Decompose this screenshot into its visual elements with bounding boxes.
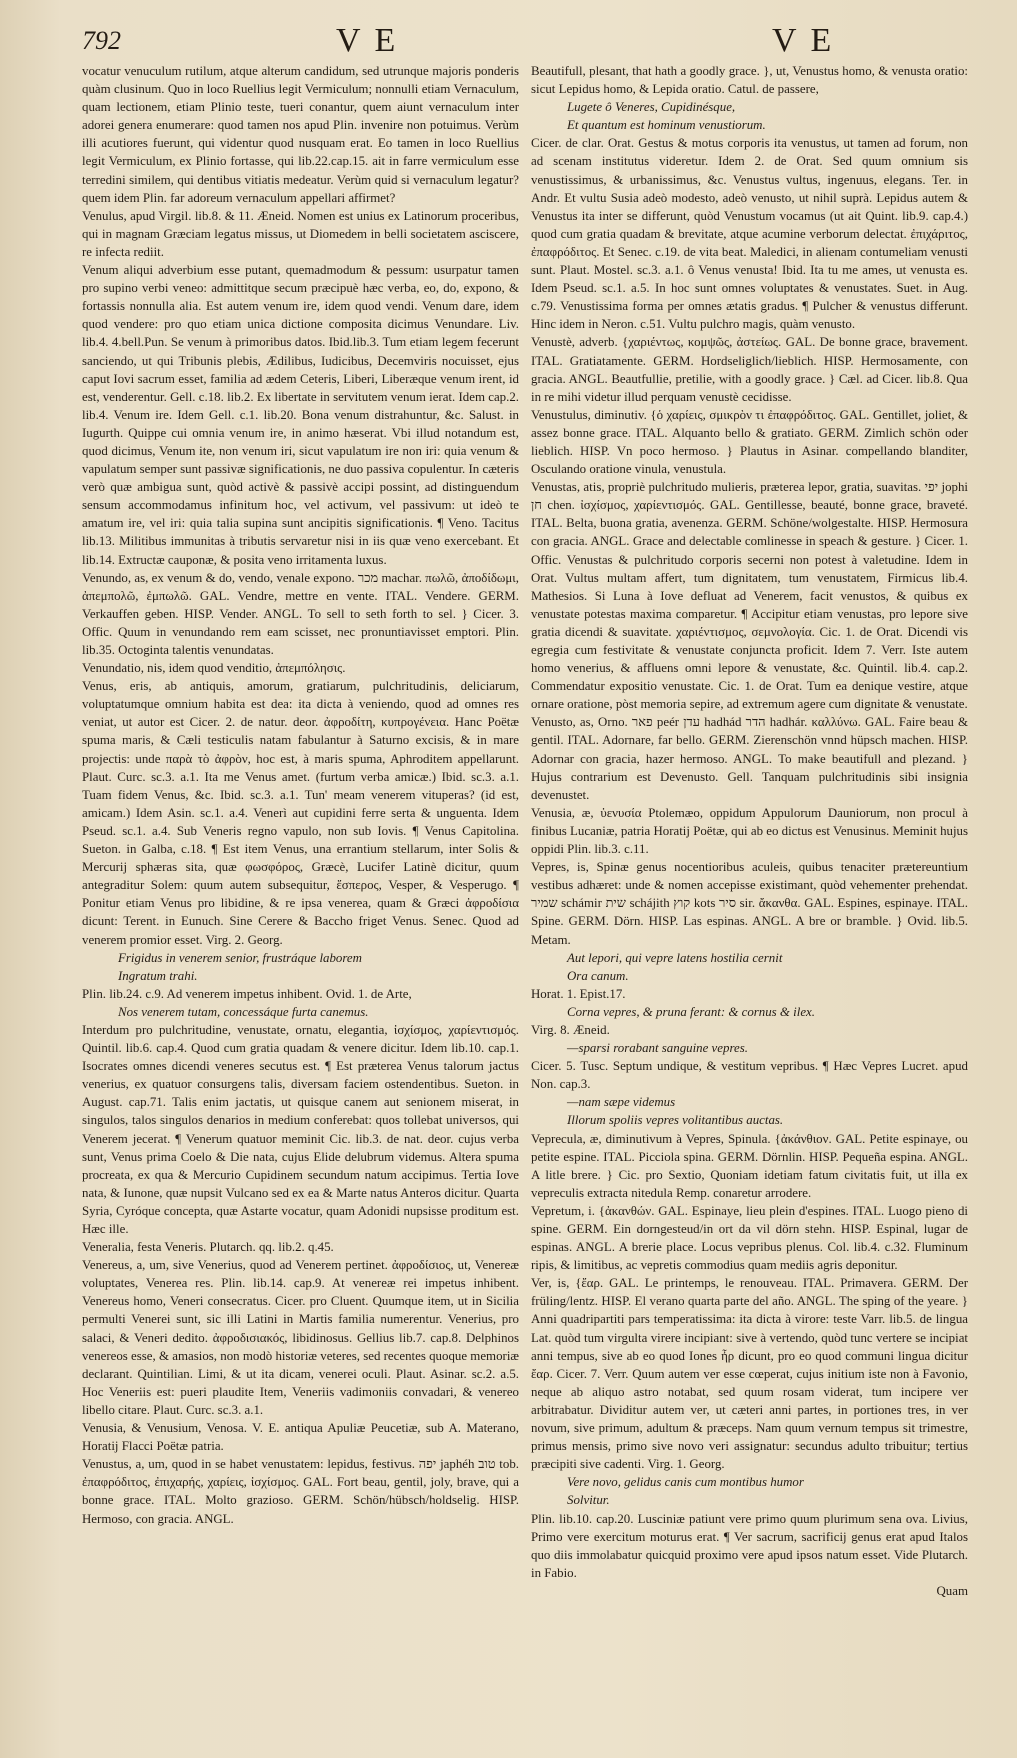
verse-quote-line: Frigidus in venerem senior, frustráque laborem bbox=[118, 950, 362, 965]
verse-quote-line: Lugete ô Veneres, Cupidinésque, bbox=[567, 100, 736, 115]
dictionary-entry: Venundo, as, ex venum & do, vendo, venale expono. מכר machar. πωλῶ, ἀποδίδωμι, ἀπεμπολῶ, ἐμπωλῶ. GAL. Vendre, mettre en vente. ITAL. Vendere. GERM. Verkauffen geben. HISP. Vender. ANGL. To sell to seth forth to sel. } Cicer. 3. Offic. Quum in venundando rem eam scisset, nec pronuntiavisset emptori. Plin. lib.35. Octoginta talentis venundatas. bbox=[82, 570, 519, 657]
dictionary-entry: Cicer. 5. Tusc. Septum undique, & vestitum vepribus. ¶ Hæc Vepres Lucret. apud Non. cap.3. bbox=[531, 1059, 968, 1092]
page-number: 792 bbox=[82, 26, 121, 55]
dictionary-entry: Interdum pro pulchritudine, venustate, ornatu, elegantia, ἰσχίσμος, χαρίεντισμός. Quintil. lib.6. cap.4. Quod cum gratia quadam & venere dicitur. Idem lib.10. cap.1. Isocrates omnes dicendi veneres secutus est. ¶ Est præterea Venus talorum jactus venerius, ex quatuor consurgens talis, diversam faciem ostendentibus. Sueton. in August. cap.71. Talis enim jactatis, ut quisque canem aut senionem miserat, in singulos, talos singulos denarios in medium conferebat: quos tollebat universos, qui Venerem jecerat. ¶ Venerum quatuor meminit Cic. lib.3. de nat. deor. cujus verba sunt, Venus prima Coelo & Die nata, cujus Elide delubrum videmus. Altera spuma procreata, ex qua & Mercurio Cupidinem secundum natum accipimus. Tertia Iove nata, & Iunone, quæ nupsit Vulcano sed ex ea & Marte natus Anteros dicitur. Quarta Syria, Cyróque concepta, quæ Astarte vocatur, quam Adonidi nupsisse proditum est. Hæc ille. bbox=[82, 1022, 519, 1236]
verse-quote-line: —nam sæpe videmus bbox=[567, 1095, 676, 1110]
verse-quote-line: Ora canum. bbox=[567, 968, 629, 983]
dictionary-entry: Venusto, as, Orno. פאר peér עדן hadhád הדר hadhár. καλλύνω. GAL. Faire beau & gentil. ITAL. Adornare, far bello. GERM. Zierenschön vnnd hüpsch machen. HISP. Adornar con gracia, hazer hermoso. ANGL. To make beautifull and plezand. } Hujus contrarium est Devenusto. Gell. Tanquam pulchritudinis sibi insignia devenustet. bbox=[531, 715, 968, 802]
dictionary-entry: Vepres, is, Spinæ genus nocentioribus aculeis, quibus tenaciter prætereuntium vestibus adhæret: unde & nomen accepisse existimant, quòd vehementer prehendat. שמיר schámir שית schájith קוץ kots סיר sir. ἄκανθα. GAL. Espines, espinaye. ITAL. Spine. GERM. Dörn. HISP. Las espinas. ANGL. A bre or bramble. } Ovid. lib.5. Metam. bbox=[531, 860, 968, 947]
dictionary-entry: Plin. lib.10. cap.20. Lusciniæ patiunt vere primo quum plurimum sena ova. Livius, Primo vere exercitum moturus erat. ¶ Ver sacrum, sacrificij genus erat apud Italos quo diis immolabatur quicquid proximo vere apud ipsos natum esset. Vide Plutarch. in Fabio. bbox=[531, 1511, 968, 1580]
verse-quote-line: Aut lepori, qui vepre latens hostilia cernit bbox=[567, 950, 783, 965]
verse-quote-line: Corna vepres, & pruna ferant: & cornus & ilex. bbox=[567, 1004, 815, 1019]
dictionary-entry: Venum aliqui adverbium esse putant, quemadmodum & pessum: usurpatur tamen pro supino verbi veneo: admittitque secum præcipuè hæc verba, eo, do, expono, & fortassis nonnulla alia. Est autem venum ire, idem quod vendi. Venum dare, idem quod vendere: pro quo etiam unica dictione composita dicimus Venundare. Liv. lib.4. 4.bell.Pun. Se venum à primoribus datos. Ibid.lib.3. Tum etiam legem fecerunt sanciendo, ut qui Tribunis plebis, Ædilibus, Iudicibus, Decemviris nocuisset, ejus caput Iovi sacrum esset, familia ad ædem Ceteris, Liberi, Liberæque venum irent, id est, venderentur. Gell. c.18. lib.2. Ex libertate in servitutem venum ierat. Idem cap.2. lib.4. Venum ire. Idem Gell. c.1. lib.20. Bona venum distrahuntur, &c. Salust. in Iugurth. Quippe cui omnia venum ire, in animo hæserat. Vbi illud notandum est, quod dicimus, Venum ite, non venum iri, sicut vapulatum ire non iri: quia venum & vapulatum semper sunt passivæ significationis, ne duo passiva copulentur. In cæteris verò quæ ambigua sunt, quòd activè & passivè accipi possint, ad distinguendum sensum accommodamus infinitum hoc, vel activum, vel passivum: ut ideò te amatum ire, vel iri: quia talia supina sunt ancipitis significationis. ¶ Veno. Tacitus lib.13. Militibus immunitas à tributis servaretur nisi in iis quæ veno exercebant. Et lib.14. Extructæ cauponæ, & posita veno irritamenta luxus. bbox=[82, 263, 519, 567]
right-column bbox=[531, 62, 968, 1742]
right-running-head: VE bbox=[772, 22, 846, 59]
dictionary-entry: Venereus, a, um, sive Venerius, quod ad Venerem pertinet. ἀφροδίσιος, ut, Venereæ voluptates, Venerea res. Plin. lib.14. cap.9. At venereæ rei impetus inhibent. Venereus homo, Veneri consecratus. Cicer. pro Cluent. Quumque item, ut in Sicilia permulti Venerei sunt, sic illi Latini in Martis familia numerentur. Venerius, pro salaci, & Veneri dedito. ἀφροδισιακός, libidinosus. Gellius lib.7. cap.8. Delphinos venereos esse, & amasios, non modò historiæ veteres, sed recentes quoque memoriæ declarant. Quintilian. Limi, & ut ita dicam, venerei oculi. Plaut. Asinar. sc.2. a.5. Hoc Veneriis est: pueri plaudite Item, Veneriis vadimoniis convadari, & venereo libello citare. Plaut. Curc. sc.3. a.1. bbox=[82, 1258, 519, 1417]
dictionary-entry: Plin. lib.24. c.9. Ad venerem impetus inhibent. Ovid. 1. de Arte, bbox=[82, 986, 412, 1001]
verse-quote-line: Ingratum trahi. bbox=[118, 968, 198, 983]
verse-quote-line: Illorum spoliis vepres volitantibus auctas. bbox=[567, 1113, 784, 1128]
catchword: Quam bbox=[936, 1583, 968, 1598]
verse-quote-line: Vere novo, gelidus canis cum montibus humor bbox=[567, 1475, 804, 1490]
verse-quote-line: Et quantum est hominum venustiorum. bbox=[567, 118, 766, 133]
dictionary-entry: Veneralia, festa Veneris. Plutarch. qq. lib.2. q.45. bbox=[82, 1240, 334, 1255]
dictionary-entry: Venustas, atis, propriè pulchritudo mulieris, præterea lepor, gratia, suavitas. יפי jophi חן chen. ἰσχίσμος, χαρίεντισμός. GAL. Gentillesse, beauté, bonne grace, braveté. ITAL. Belta, buona gratia, avenenza. GERM. Schöne/wolgestalte. HISP. Hermosura con gracia. ANGL. Grace and delectable comlinesse in speach & gesture. } Cicer. 1. Offic. Venustas & pulchritudo corporis secerni non potest à valetudine. Idem in Orat. Vultus multam affert, tum dignitatem, tum venustatem, Firmicus lib.4. Mathesios. Si Luna à Iove defluat ad Venerem, facit venustos, & quibus ex venustate potestas maxima comparetur. ¶ Accipitur etiam venustas, pro lepore sive gratia dicendi & suavitate. χαριέντισμος, σεμνολογία. Cic. 1. de Orat. Dicendi vis egregia cum festivitate & venustate conjuncta proficit. Idem 7. Verr. Iste autem homo venerius, & affluens omni lepore & venustate, &c. Quintil. lib.4. cap.2. Commendatur expositio venustate. Cic. 1. de Orat. Tum ea denique vestire, atque ornare oratione, pòst memoria sepire, ad extremum agere cum dignitate & venustate. bbox=[531, 480, 968, 712]
dictionary-entry: vocatur venuculum rutilum, atque alterum candidum, sed utrunque majoris ponderis quàm clusinum. Quo in loco Ruellius legit Vermiculum; nonnulli etiam Vernaculum, quam lectionem, etiam Plinio teste, tueri conantur, quem aiunt vernaculum inter adorei genera enumerare: quod tamen nos apud Plin. invenire non potuimus. Verùm illi acutiores fuerunt, qui videntur quod nusquam erat. Eo tamen in loco Ruellius legit Vermiculum, ex Plinio fortasse, qui lib.22.cap.15. ait in farre vermiculum esse terredini similem, qui dentibus vitiatis medeatur. Verùm quid si vernaculum legatur? quem idem Plin. far adoreum vernaculum appellari affirmet? bbox=[82, 64, 519, 205]
dictionary-entry: Beautifull, plesant, that hath a goodly grace. }, ut, Venustus homo, & venusta oratio: sicut Lepidus homo, & Lepida oratio. Catul. de passere, bbox=[531, 64, 968, 97]
dictionary-entry: Venundatio, nis, idem quod venditio, ἀπεμπόλησις. bbox=[82, 661, 346, 676]
dictionary-entry: Virg. 8. Æneid. bbox=[531, 1022, 610, 1037]
dictionary-entry: Cicer. de clar. Orat. Gestus & motus corporis ita venustus, ut tamen ad forum, non ad scenam institutus videretur. Idem 2. de Orat. Sed quum omnium sis venustissimus, & urbanissimus, &c. Venustus vultus, ingenuus, elegans. Ter. in Andr. Et vultu Susia adeò modesto, adeò venusto, ut nihil suprà. Lepidus autem & Venustus ita inter se differunt, quòd Venustum vocamus (ut ait Quint. lib.9. cap.4.) quod cum gratia quadam & brevitate, atque acumine verborum delectat. ἐπιχάριτος, ἐπαφρόδιτος. Et Senec. c.19. de vita beat. Maledici, in alienam contumeliam venusti sunt. Plaut. Mostel. sc.3. a.1. ô Venus venusta! Ibid. Ita tu me ames, ut venusta es. Idem Pseud. sc.1. a.5. In hoc sunt omnes voluptates & venustates. Suet. in Aug. c.79. Venustissima forma per omnes ætatis gradus. ¶ Pulcher & venustus differunt. Hinc idem in Neron. c.51. Vultu pulchro magis, quàm venusto. bbox=[531, 136, 968, 332]
verse-quote-line: Nos venerem tutam, concessáque furta canemus. bbox=[118, 1004, 369, 1019]
dictionary-entry: Vepretum, i. {ἀκανθών. GAL. Espinaye, lieu plein d'espines. ITAL. Luogo pieno di spine. GERM. Ein dorngesteud/in ort da vil dörn stehn. HISP. Espinal, lugar de espinas. ANGL. A brerie place. Locus vepribus plenus. Col. lib.4. c.32. Fluminum ripis, & limitibus, ac vepretis commodius quam mediis agris deponitur. bbox=[531, 1203, 968, 1273]
dictionary-entry: Venustulus, diminutiv. {ὁ χαρίεις, σμικρὸν τι ἐπαφρόδιτος. GAL. Gentillet, joliet, & assez bonne grace. ITAL. Alquanto bello & gratiato. GERM. Zimlich schön oder lieblich. HISP. Vn poco hermoso. } Plautus in Asinar. compellando blanditer, Osculando oratione vinula, venustula. bbox=[531, 407, 968, 477]
dictionary-entry: Ver, is, {ἔαρ. GAL. Le printemps, le renouveau. ITAL. Primavera. GERM. Der früling/lentz. HISP. El verano quarta parte del año. ANGL. The sping of the yeare. } Anni quadripartiti pars temperatissima: ita dicta à virore: teste Varr. lib.5. de lingua Lat. quòd tum virgulta virere incipiant: sive à vertendo, quòd tunc vertere se incipiat anni tempus, sive ab eo quod Iones ἦρ dicunt, pro eo quod communi lingua dicitur ἔαρ. Cicer. 7. Verr. Quum autem ver esse cœperat, cujus initium iste non à Favonio, neque ab aliquo astro notabat, sed quum rosam viderat, tum incipere ver arbitrabatur. Dividitur autem ver, ut cæteri anni partes, in portiones tres, in ver novum, sive primum, adultum & præceps. Nam quum vernum tempus sit trimestre, primus mensis, primo sive novo veri assignatur: secundus adulto tribuitur; tertius præcipiti sive cadenti. Virg. 1. Georg. bbox=[531, 1276, 968, 1472]
verse-quote-line: Solvitur. bbox=[567, 1493, 610, 1508]
left-running-head: VE bbox=[336, 22, 410, 59]
dictionary-entry: Horat. 1. Epist.17. bbox=[531, 986, 626, 1001]
page-header bbox=[82, 22, 977, 62]
dictionary-entry: Venusia, & Venusium, Venosa. V. E. antiqua Apuliæ Peucetiæ, sub A. Materano, Horatij Flacci Poëtæ patria. bbox=[82, 1421, 519, 1454]
left-column bbox=[82, 62, 519, 1742]
dictionary-entry: Venus, eris, ab antiquis, amorum, gratiarum, pulchritudinis, deliciarum, voluptatumque omnium habita est dea: ita dicta à veniendo, quod ad omnes res veniat, ut autor est Cicer. 2. de natur. deor. ἀφροδίτη, κυπρογένεια. Hanc Poëtæ spuma maris, & Cæli testiculis natam fabulantur à Saturno excisis, & in mare projectis: unde παρὰ τὸ ἀφρὸν, hoc est, à maris spuma, Aphroditem appellarunt. Plaut. Curc. sc.3. a.1. Ita me Venus amet. (furtum verba amicæ.) Ibid. sc.3. a.1. Tuam fidem Venus, &c. Ibid. sc.3. a.1. Tun' meam venerem vituperas? (id est, amicam.) Idem Asin. sc.1. a.4. Venerì aut cupidini ferre serta & unguenta. Idem Pseud. sc.1. a.4. Sub Veneris regno vapulo, non sub Iovis. ¶ Venus Capitolina. Sueton. in Galba, c.18. ¶ Est item Venus, una errantium stellarum, inter Solis & Mercurij sphæras sita, quæ φωσφόρος, Græcè, Lucifer Latinè dicitur, quum antegraditur Solem: quum autem subsequitur, ἕσπερος, Vesper, & Vesperugo. ¶ Ponitur etiam Venus pro libidine, & re ipsa venerea, quam & Græci ἀφροδίσια dicunt: Terent. in Eunuch. Sine Cerere & Baccho friget Venus. Senec. Quod ad venerem promior esset. Virg. 2. Georg. bbox=[82, 679, 519, 947]
dictionary-entry: Venulus, apud Virgil. lib.8. & 11. Æneid. Nomen est unius ex Latinorum proceribus, qui in magnam Græciam legatus missus, ut Diomedem in belli societatem asciscere, re infecta rediit. bbox=[82, 208, 519, 259]
dictionary-entry: Veprecula, æ, diminutivum à Vepres, Spinula. {ἀκάνθιον. GAL. Petite espinaye, ou petite espine. ITAL. Picciola spina. GERM. Dörnlin. HISP. Pequeña espina. ANGL. A litle brere. } Cic. pro Sextio, Quoniam idetiam fatum civitatis fuit, ut illa ex vepreculis extracta nitedula Remp. conaretur arrodere. bbox=[531, 1131, 968, 1200]
verse-quote-line: —sparsi rorabant sanguine vepres. bbox=[567, 1041, 748, 1056]
dictionary-entry: Venusia, æ, ὑενυσία Ptolemæo, oppidum Appulorum Dauniorum, non procul à finibus Lucaniæ, patria Horatij Poëtæ, qui ab eo dictus est Venusinus. Meminit hujus oppidi Plin. lib.3. c.11. bbox=[531, 805, 968, 857]
dictionary-entry: Venustè, adverb. {χαριέντως, κομψῶς, ἀστείως. GAL. De bonne grace, bravement. ITAL. Gratiatamente. GERM. Hordseliglich/lieblich. HISP. Hermosamente, con gracia. ANGL. Beautfullie, pretilie, with a goodly grace. } Cæl. ad Cicer. lib.8. Qua in re mihi videtur illud perquam venustè cecidisse. bbox=[531, 335, 968, 404]
dictionary-entry: Venustus, a, um, quod in se habet venustatem: lepidus, festivus. יפה japhéh טוב tob. ἐπαφρόδιτος, ἐπιχαρής, χαρίεις, ἰσχίσμος. GAL. Fort beau, gentil, joly, brave, qui a bonne grace. ITAL. Molto grazioso. GERM. Schön/hübsch/holdselig. HISP. Hermoso, con gracia. ANGL. bbox=[82, 1457, 519, 1526]
